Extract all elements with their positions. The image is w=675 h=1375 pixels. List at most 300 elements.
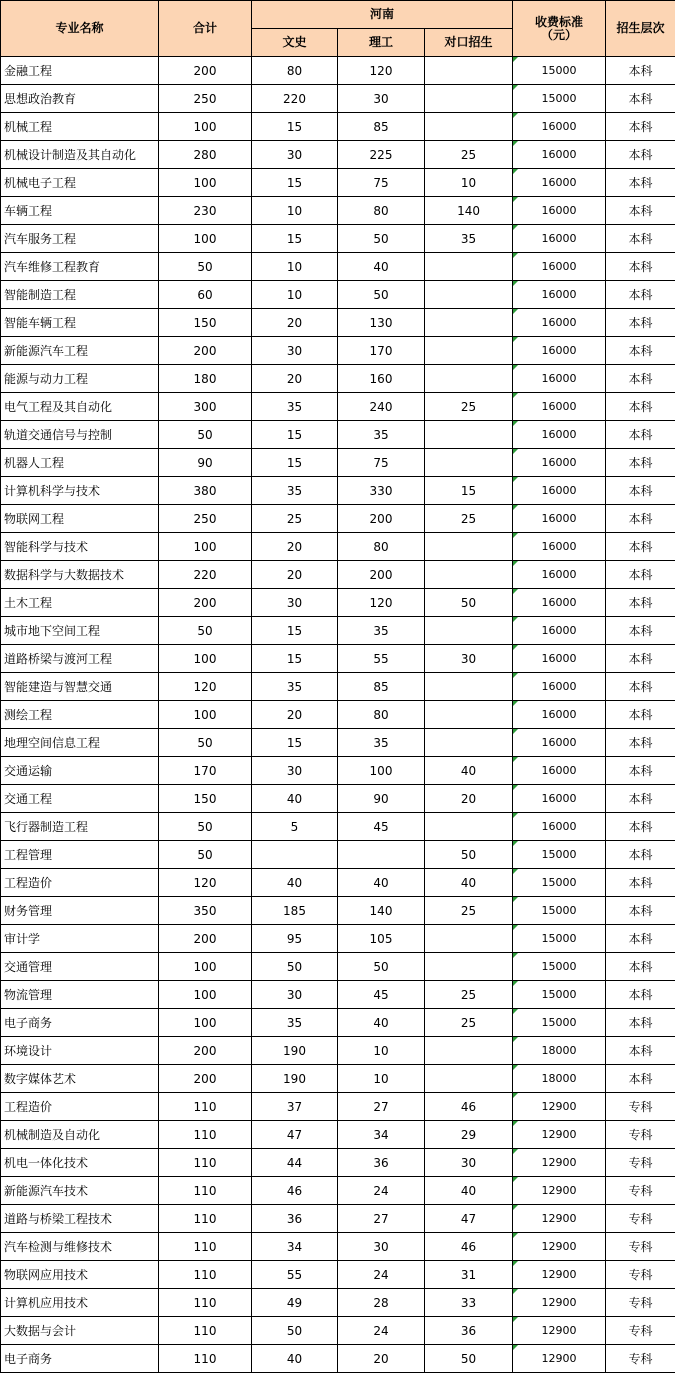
tuition-fee-cell: 16000 [513,141,606,169]
duikou-cell [425,57,513,85]
wenshi-cell: 55 [252,1261,338,1289]
table-row [1,113,675,141]
wenshi-cell: 44 [252,1149,338,1177]
major-name-cell: 计算机科学与技术 [1,477,159,505]
wenshi-cell: 20 [252,701,338,729]
ligong-cell: 40 [338,1009,425,1037]
major-name-cell: 电子商务 [1,1009,159,1037]
enrollment-level-cell: 专科 [606,1205,675,1233]
enrollment-level-cell: 本科 [606,1037,675,1065]
table-row [1,141,675,169]
enrollment-level-cell: 专科 [606,1317,675,1345]
major-name-cell: 电气工程及其自动化 [1,393,159,421]
ligong-cell: 85 [338,113,425,141]
enrollment-level-cell: 本科 [606,729,675,757]
duikou-cell: 30 [425,1149,513,1177]
table-row [1,85,675,113]
tuition-fee-cell: 12900 [513,1233,606,1261]
major-name-cell: 机械电子工程 [1,169,159,197]
total-cell: 110 [159,1345,252,1373]
wenshi-cell: 30 [252,337,338,365]
total-cell: 200 [159,57,252,85]
duikou-cell [425,253,513,281]
table-row [1,1233,675,1261]
ligong-cell: 45 [338,813,425,841]
enrollment-level-cell: 专科 [606,1289,675,1317]
wenshi-cell: 20 [252,561,338,589]
duikou-cell: 36 [425,1317,513,1345]
major-name-cell: 新能源汽车工程 [1,337,159,365]
wenshi-cell: 10 [252,253,338,281]
total-cell: 110 [159,1233,252,1261]
major-name-cell: 汽车检测与维修技术 [1,1233,159,1261]
tuition-fee-cell: 15000 [513,57,606,85]
ligong-cell: 34 [338,1121,425,1149]
wenshi-cell: 95 [252,925,338,953]
duikou-cell: 20 [425,785,513,813]
table-row [1,477,675,505]
total-cell: 100 [159,701,252,729]
ligong-cell: 28 [338,1289,425,1317]
table-row [1,1093,675,1121]
tuition-fee-cell: 16000 [513,365,606,393]
duikou-cell: 25 [425,393,513,421]
enrollment-level-cell: 专科 [606,1345,675,1373]
total-cell: 110 [159,1317,252,1345]
tuition-fee-cell: 16000 [513,309,606,337]
total-cell: 120 [159,869,252,897]
total-cell: 110 [159,1289,252,1317]
wenshi-cell: 15 [252,449,338,477]
ligong-cell: 27 [338,1205,425,1233]
ligong-cell: 50 [338,225,425,253]
tuition-fee-cell: 15000 [513,841,606,869]
wenshi-cell: 185 [252,897,338,925]
duikou-cell: 25 [425,505,513,533]
major-name-cell: 机械制造及自动化 [1,1121,159,1149]
table-row [1,589,675,617]
tuition-fee-cell: 12900 [513,1289,606,1317]
table-row [1,841,675,869]
ligong-cell: 45 [338,981,425,1009]
enrollment-level-cell: 本科 [606,281,675,309]
table-row [1,533,675,561]
ligong-cell: 20 [338,1345,425,1373]
tuition-fee-cell: 16000 [513,337,606,365]
wenshi-cell: 15 [252,645,338,673]
duikou-cell [425,701,513,729]
major-name-cell: 机器人工程 [1,449,159,477]
wenshi-cell: 80 [252,57,338,85]
ligong-cell: 24 [338,1177,425,1205]
ligong-cell: 240 [338,393,425,421]
enrollment-level-cell: 本科 [606,393,675,421]
table-body [1,57,675,1373]
tuition-fee-cell: 16000 [513,449,606,477]
tuition-fee-cell: 12900 [513,1205,606,1233]
table-row [1,869,675,897]
total-cell: 100 [159,645,252,673]
table-row [1,953,675,981]
enrollment-level-cell: 本科 [606,85,675,113]
tuition-fee-cell: 12900 [513,1261,606,1289]
wenshi-cell: 190 [252,1065,338,1093]
header-tuition-fee [513,1,606,57]
wenshi-cell: 30 [252,141,338,169]
table-row [1,1037,675,1065]
wenshi-cell: 37 [252,1093,338,1121]
duikou-cell: 50 [425,1345,513,1373]
tuition-fee-cell: 16000 [513,673,606,701]
major-name-cell: 思想政治教育 [1,85,159,113]
ligong-cell: 120 [338,589,425,617]
table-row [1,925,675,953]
enrollment-level-cell: 本科 [606,757,675,785]
table-row [1,281,675,309]
wenshi-cell: 30 [252,757,338,785]
duikou-cell [425,953,513,981]
enrollment-level-cell: 本科 [606,253,675,281]
ligong-cell: 40 [338,869,425,897]
major-name-cell: 机械工程 [1,113,159,141]
enrollment-level-cell: 本科 [606,701,675,729]
enrollment-level-cell: 本科 [606,813,675,841]
table-row [1,701,675,729]
total-cell: 220 [159,561,252,589]
duikou-cell [425,113,513,141]
total-cell: 100 [159,113,252,141]
enrollment-level-cell: 本科 [606,225,675,253]
major-name-cell: 道路桥梁与渡河工程 [1,645,159,673]
duikou-cell [425,1065,513,1093]
enrollment-level-cell: 本科 [606,309,675,337]
total-cell: 380 [159,477,252,505]
header-total: 合计 [159,1,252,57]
wenshi-cell: 34 [252,1233,338,1261]
duikou-cell [425,533,513,561]
tuition-fee-cell: 16000 [513,813,606,841]
tuition-fee-cell: 16000 [513,757,606,785]
ligong-cell: 200 [338,505,425,533]
table-row [1,1261,675,1289]
major-name-cell: 智能车辆工程 [1,309,159,337]
tuition-fee-cell: 12900 [513,1177,606,1205]
header-enrollment-level: 招生层次 [606,1,675,57]
duikou-cell: 25 [425,141,513,169]
ligong-cell: 130 [338,309,425,337]
total-cell: 230 [159,197,252,225]
table-row [1,253,675,281]
enrollment-level-cell: 本科 [606,925,675,953]
total-cell: 50 [159,253,252,281]
table-row [1,1065,675,1093]
total-cell: 200 [159,589,252,617]
duikou-cell [425,365,513,393]
wenshi-cell: 40 [252,869,338,897]
ligong-cell: 27 [338,1093,425,1121]
wenshi-cell: 10 [252,197,338,225]
major-name-cell: 工程造价 [1,1093,159,1121]
tuition-fee-cell: 12900 [513,1345,606,1373]
enrollment-level-cell: 本科 [606,589,675,617]
major-name-cell: 计算机应用技术 [1,1289,159,1317]
ligong-cell: 170 [338,337,425,365]
wenshi-cell: 40 [252,1345,338,1373]
tuition-fee-cell: 16000 [513,281,606,309]
ligong-cell: 24 [338,1317,425,1345]
major-name-cell: 机械设计制造及其自动化 [1,141,159,169]
duikou-cell [425,309,513,337]
ligong-cell: 140 [338,897,425,925]
header-wenshi: 文史 [252,29,338,57]
enrollment-level-cell: 本科 [606,561,675,589]
wenshi-cell [252,841,338,869]
duikou-cell: 46 [425,1233,513,1261]
major-name-cell: 工程造价 [1,869,159,897]
wenshi-cell: 36 [252,1205,338,1233]
tuition-fee-cell: 12900 [513,1317,606,1345]
tuition-fee-cell: 16000 [513,253,606,281]
tuition-fee-cell: 16000 [513,561,606,589]
major-name-cell: 汽车维修工程教育 [1,253,159,281]
major-name-cell: 土木工程 [1,589,159,617]
enrollment-level-cell: 本科 [606,533,675,561]
total-cell: 100 [159,225,252,253]
tuition-fee-cell: 16000 [513,785,606,813]
major-name-cell: 物联网应用技术 [1,1261,159,1289]
wenshi-cell: 20 [252,309,338,337]
tuition-fee-cell: 16000 [513,197,606,225]
wenshi-cell: 10 [252,281,338,309]
major-name-cell: 交通管理 [1,953,159,981]
total-cell: 300 [159,393,252,421]
total-cell: 50 [159,841,252,869]
major-name-cell: 道路与桥梁工程技术 [1,1205,159,1233]
wenshi-cell: 15 [252,617,338,645]
ligong-cell: 160 [338,365,425,393]
enrollment-level-cell: 专科 [606,1233,675,1261]
table-row [1,785,675,813]
duikou-cell [425,449,513,477]
ligong-cell: 55 [338,645,425,673]
tuition-fee-cell: 12900 [513,1093,606,1121]
table-row [1,1345,675,1373]
table-row [1,645,675,673]
ligong-cell: 30 [338,85,425,113]
ligong-cell: 35 [338,421,425,449]
ligong-cell: 200 [338,561,425,589]
wenshi-cell: 20 [252,533,338,561]
tuition-fee-cell: 12900 [513,1121,606,1149]
duikou-cell [425,673,513,701]
table-row [1,813,675,841]
ligong-cell: 85 [338,673,425,701]
table-header [1,1,675,57]
wenshi-cell: 15 [252,113,338,141]
major-name-cell: 交通工程 [1,785,159,813]
ligong-cell: 225 [338,141,425,169]
ligong-cell: 24 [338,1261,425,1289]
total-cell: 180 [159,365,252,393]
total-cell: 50 [159,421,252,449]
tuition-fee-cell: 15000 [513,953,606,981]
table-row [1,729,675,757]
enrollment-level-cell: 本科 [606,197,675,225]
wenshi-cell: 35 [252,1009,338,1037]
table-row [1,197,675,225]
table-row [1,897,675,925]
enrollment-level-cell: 本科 [606,113,675,141]
wenshi-cell: 15 [252,225,338,253]
header-province-henan: 河南 [252,1,513,29]
major-name-cell: 物流管理 [1,981,159,1009]
enrollment-level-cell: 本科 [606,897,675,925]
ligong-cell: 40 [338,253,425,281]
enrollment-level-cell: 本科 [606,169,675,197]
table-row [1,981,675,1009]
total-cell: 100 [159,169,252,197]
duikou-cell: 40 [425,757,513,785]
wenshi-cell: 35 [252,477,338,505]
enrollment-level-cell: 本科 [606,645,675,673]
duikou-cell: 140 [425,197,513,225]
major-name-cell: 电子商务 [1,1345,159,1373]
wenshi-cell: 35 [252,393,338,421]
enrollment-level-cell: 专科 [606,1177,675,1205]
duikou-cell [425,281,513,309]
duikou-cell: 25 [425,1009,513,1037]
wenshi-cell: 15 [252,729,338,757]
ligong-cell: 80 [338,197,425,225]
tuition-fee-cell: 16000 [513,729,606,757]
tuition-fee-cell: 18000 [513,1065,606,1093]
major-name-cell: 汽车服务工程 [1,225,159,253]
major-name-cell: 车辆工程 [1,197,159,225]
major-name-cell: 新能源汽车技术 [1,1177,159,1205]
major-name-cell: 轨道交通信号与控制 [1,421,159,449]
ligong-cell: 330 [338,477,425,505]
duikou-cell [425,925,513,953]
ligong-cell [338,841,425,869]
total-cell: 60 [159,281,252,309]
duikou-cell [425,337,513,365]
header-duikou: 对口招生 [425,29,513,57]
ligong-cell: 35 [338,617,425,645]
major-name-cell: 工程管理 [1,841,159,869]
major-name-cell: 交通运输 [1,757,159,785]
wenshi-cell: 30 [252,589,338,617]
wenshi-cell: 35 [252,673,338,701]
tuition-fee-cell: 16000 [513,393,606,421]
major-name-cell: 大数据与会计 [1,1317,159,1345]
table-row [1,505,675,533]
total-cell: 110 [159,1177,252,1205]
header-tuition-fee-line2: （元） [541,27,578,42]
major-name-cell: 机电一体化技术 [1,1149,159,1177]
ligong-cell: 50 [338,953,425,981]
total-cell: 110 [159,1121,252,1149]
ligong-cell: 100 [338,757,425,785]
duikou-cell: 31 [425,1261,513,1289]
tuition-fee-cell: 16000 [513,533,606,561]
major-name-cell: 地理空间信息工程 [1,729,159,757]
tuition-fee-cell: 15000 [513,1009,606,1037]
ligong-cell: 105 [338,925,425,953]
wenshi-cell: 30 [252,981,338,1009]
enrollment-level-cell: 专科 [606,1093,675,1121]
ligong-cell: 120 [338,57,425,85]
duikou-cell: 50 [425,841,513,869]
major-name-cell: 审计学 [1,925,159,953]
major-name-cell: 金融工程 [1,57,159,85]
enrollment-level-cell: 本科 [606,1009,675,1037]
enrollment-level-cell: 本科 [606,869,675,897]
duikou-cell [425,1037,513,1065]
header-ligong: 理工 [338,29,425,57]
enrollment-level-cell: 本科 [606,785,675,813]
total-cell: 50 [159,813,252,841]
enrollment-level-cell: 专科 [606,1121,675,1149]
duikou-cell: 15 [425,477,513,505]
enrollment-level-cell: 专科 [606,1261,675,1289]
duikou-cell [425,561,513,589]
enrollment-level-cell: 本科 [606,1065,675,1093]
header-row-top [1,1,675,29]
table-row [1,1121,675,1149]
major-name-cell: 数字媒体艺术 [1,1065,159,1093]
table-row [1,1317,675,1345]
header-major-name: 专业名称 [1,1,159,57]
enrollment-level-cell: 本科 [606,337,675,365]
wenshi-cell: 49 [252,1289,338,1317]
duikou-cell: 30 [425,645,513,673]
tuition-fee-cell: 16000 [513,477,606,505]
total-cell: 110 [159,1093,252,1121]
table-row [1,1149,675,1177]
enrollment-level-cell: 本科 [606,421,675,449]
total-cell: 50 [159,617,252,645]
wenshi-cell: 20 [252,365,338,393]
wenshi-cell: 50 [252,953,338,981]
total-cell: 90 [159,449,252,477]
ligong-cell: 10 [338,1037,425,1065]
wenshi-cell: 5 [252,813,338,841]
ligong-cell: 90 [338,785,425,813]
ligong-cell: 35 [338,729,425,757]
enrollment-level-cell: 本科 [606,365,675,393]
tuition-fee-cell: 15000 [513,869,606,897]
tuition-fee-cell: 18000 [513,1037,606,1065]
total-cell: 100 [159,1009,252,1037]
table-row [1,617,675,645]
total-cell: 200 [159,1037,252,1065]
tuition-fee-cell: 16000 [513,645,606,673]
enrollment-level-cell: 本科 [606,617,675,645]
tuition-fee-cell: 15000 [513,85,606,113]
ligong-cell: 80 [338,701,425,729]
ligong-cell: 75 [338,449,425,477]
table-row [1,169,675,197]
table-row [1,1205,675,1233]
header-tuition-fee-line1: 收费标准 [535,14,584,29]
tuition-fee-cell: 16000 [513,169,606,197]
wenshi-cell: 15 [252,169,338,197]
tuition-fee-cell: 12900 [513,1149,606,1177]
tuition-fee-cell: 15000 [513,981,606,1009]
enrollment-level-cell: 本科 [606,449,675,477]
enrollment-level-cell: 本科 [606,841,675,869]
table-row [1,561,675,589]
